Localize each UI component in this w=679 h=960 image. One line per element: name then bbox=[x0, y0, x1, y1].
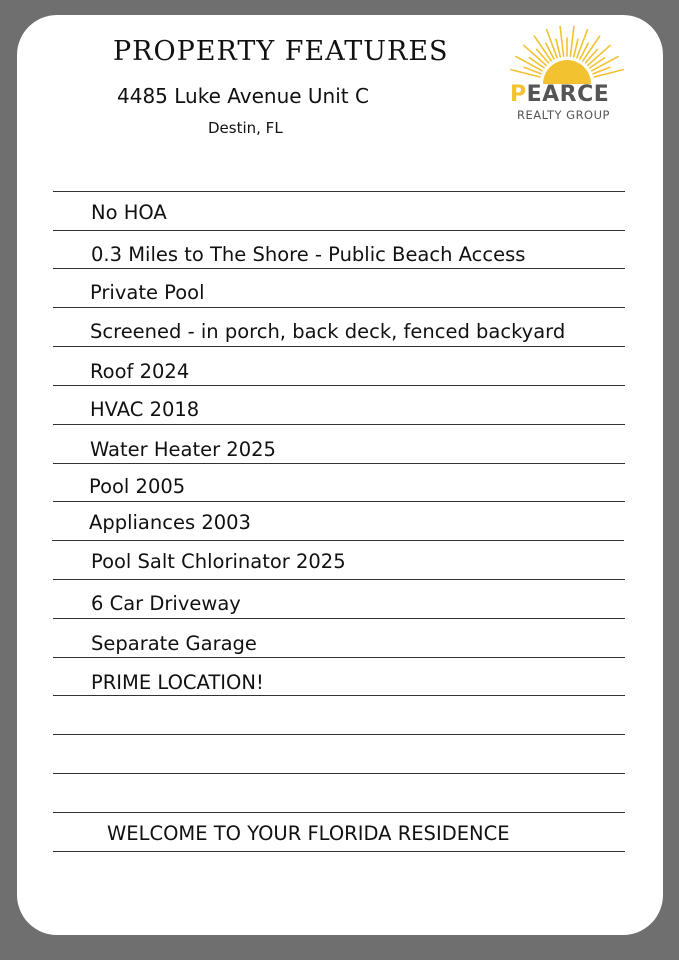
divider bbox=[53, 463, 625, 464]
divider bbox=[53, 695, 625, 696]
divider bbox=[52, 540, 624, 541]
feature-item: Pool Salt Chlorinator 2025 bbox=[91, 550, 346, 573]
divider bbox=[53, 424, 625, 425]
feature-item: Roof 2024 bbox=[90, 360, 190, 383]
divider bbox=[53, 307, 625, 308]
divider bbox=[53, 773, 625, 774]
brand-name: PEARCE bbox=[510, 82, 610, 107]
divider bbox=[53, 268, 625, 269]
divider bbox=[53, 385, 625, 386]
feature-item: PRIME LOCATION! bbox=[91, 671, 264, 694]
divider bbox=[53, 618, 625, 619]
pearce-realty-logo bbox=[505, 22, 630, 126]
divider bbox=[53, 657, 625, 658]
divider-top bbox=[53, 191, 625, 192]
divider bbox=[53, 346, 625, 347]
feature-item: 0.3 Miles to The Shore - Public Beach Access bbox=[91, 243, 526, 266]
divider bbox=[53, 812, 625, 813]
divider bbox=[53, 851, 625, 852]
feature-item: No HOA bbox=[91, 201, 167, 224]
property-city: Destin, FL bbox=[208, 119, 283, 137]
divider bbox=[53, 734, 625, 735]
feature-item: HVAC 2018 bbox=[90, 398, 200, 421]
feature-item: Pool 2005 bbox=[89, 475, 186, 498]
divider bbox=[53, 501, 625, 502]
divider bbox=[53, 579, 625, 580]
page-title: PROPERTY FEATURES bbox=[113, 36, 449, 67]
feature-item: Water Heater 2025 bbox=[90, 438, 276, 461]
feature-item: Separate Garage bbox=[91, 632, 257, 655]
divider bbox=[53, 230, 625, 231]
feature-item: 6 Car Driveway bbox=[91, 592, 241, 615]
feature-item: Private Pool bbox=[90, 281, 205, 304]
welcome-message: WELCOME TO YOUR FLORIDA RESIDENCE bbox=[107, 822, 510, 845]
feature-item: Appliances 2003 bbox=[89, 511, 251, 534]
brand-subtitle: REALTY GROUP bbox=[517, 108, 610, 122]
feature-item: Screened - in porch, back deck, fenced backyard bbox=[90, 320, 566, 343]
property-address: 4485 Luke Avenue Unit C bbox=[117, 84, 369, 108]
